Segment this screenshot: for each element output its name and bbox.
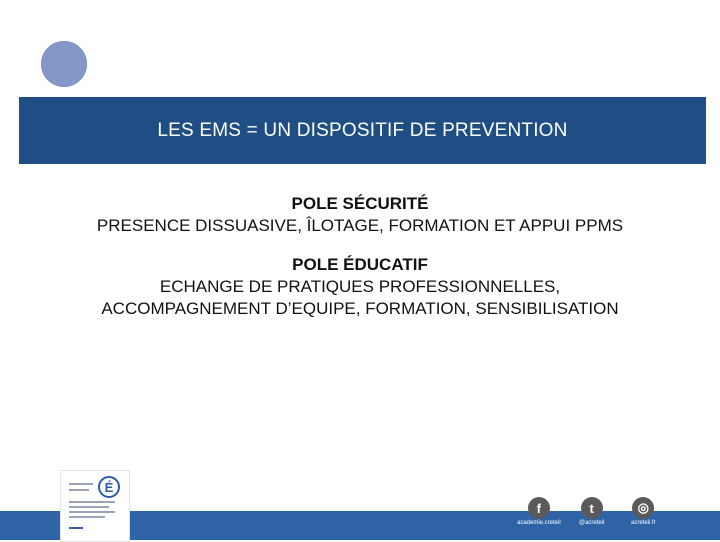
decorative-circle [41, 41, 87, 87]
social-label: @acreteil [579, 520, 605, 526]
social-label: academie.creteil [517, 520, 561, 526]
section-educatif [0, 254, 720, 320]
section-line: PRESENCE DISSUASIVE, ÎLOTAGE, FORMATION ET APPUI PPMS [96, 216, 624, 235]
section-heading: POLE SÉCURITÉ [291, 194, 429, 213]
section-line: ACCOMPAGNEMENT D’EQUIPE, FORMATION, SENSIBILISATION [101, 299, 619, 318]
social-label: acreteil.fr [631, 520, 656, 526]
slide-content [0, 193, 720, 320]
academie-logo [60, 470, 130, 542]
social-website[interactable] [631, 497, 656, 526]
social-twitter[interactable] [579, 497, 604, 526]
section-securite [0, 193, 720, 237]
social-facebook[interactable] [517, 497, 561, 526]
title-banner [19, 97, 706, 164]
facebook-icon: f [528, 497, 550, 519]
logo-emblem: É [98, 476, 120, 498]
twitter-icon: t [581, 497, 603, 519]
section-heading: POLE ÉDUCATIF [292, 255, 428, 274]
dribbble-icon: ◎ [632, 497, 654, 519]
slide-title: LES EMS = UN DISPOSITIF DE PREVENTION [157, 119, 568, 141]
section-line: ECHANGE DE PRATIQUES PROFESSIONNELLES, [159, 277, 561, 296]
